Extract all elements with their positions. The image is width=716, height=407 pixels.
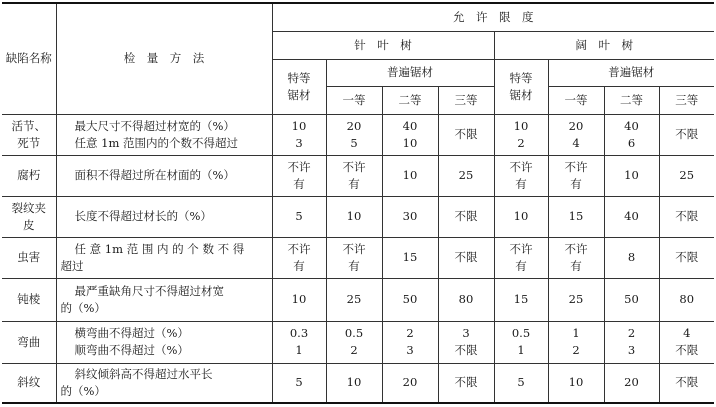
value-text: 4 (572, 135, 580, 150)
conifer-value-cell (438, 155, 494, 196)
broadleaf-value-cell (659, 155, 714, 196)
conifer-value-cell (438, 363, 494, 403)
value-text: 50 (624, 292, 639, 306)
value-text: 25 (679, 168, 695, 182)
method-line: 任意 1m 范围内的个数不得超过 (74, 135, 239, 150)
broadleaf-header: 阔 叶 树 (494, 31, 714, 59)
method-line: 任 意 1m 范 围 内 的 个 数 不 得 (74, 241, 245, 256)
conifer-value-cell (272, 321, 326, 363)
table-row (2, 278, 714, 321)
conifer-special-grade-header: 特等锯材 (272, 59, 326, 114)
conifer-common-header: 普遍锯材 (326, 59, 494, 86)
value-text: 3 (627, 343, 636, 357)
value-text: 15 (568, 209, 584, 223)
table-row (2, 237, 714, 278)
broadleaf-grade1-header: 一等 (548, 86, 604, 114)
conifer-value-cell (382, 237, 438, 278)
value-text: 2 (517, 135, 525, 150)
broadleaf-value-cell (548, 363, 604, 403)
value-text: 25 (458, 168, 474, 182)
table-row (2, 321, 714, 363)
value-text: 有 (570, 176, 582, 191)
broadleaf-value-cell (659, 237, 714, 278)
conifer-value-cell (438, 237, 494, 278)
method-cell (56, 237, 272, 278)
method-line: 长度不得超过材长的（%） (74, 209, 212, 223)
value-text: 30 (402, 209, 418, 223)
value-text: 10 (513, 118, 529, 133)
broadleaf-value-cell (604, 237, 659, 278)
conifer-value-cell (326, 114, 382, 155)
value-text: 5 (517, 375, 525, 390)
defect-name-cell: 虫害 (2, 237, 56, 278)
value-text: 2 (406, 326, 414, 340)
value-text: 25 (346, 292, 362, 306)
conifer-grade3-header: 三等 (438, 86, 494, 114)
value-text: 3 (462, 326, 470, 340)
value-text: 50 (402, 292, 418, 306)
lumber-defect-table (2, 2, 714, 404)
method-line: 的（%） (60, 383, 106, 398)
value-text: 80 (458, 292, 474, 306)
conifer-value-cell (382, 155, 438, 196)
value-text: 0.5 (344, 326, 364, 340)
broadleaf-value-cell (659, 321, 714, 363)
broadleaf-value-cell (604, 363, 659, 403)
value-text: 4 (683, 326, 691, 340)
value-text: 20 (624, 375, 639, 390)
conifer-value-cell (438, 278, 494, 321)
conifer-value-cell (326, 155, 382, 196)
value-text: 8 (627, 250, 636, 264)
value-text: 0.3 (289, 326, 309, 340)
broadleaf-value-cell (494, 196, 548, 237)
method-cell (56, 278, 272, 321)
method-line: 面积不得超过所在材面的（%） (74, 168, 235, 182)
method-line: 最大尺寸不得超过材宽的（%） (74, 118, 235, 133)
conifer-value-cell (272, 278, 326, 321)
table-row (2, 363, 714, 403)
value-text: 15 (513, 292, 529, 306)
value-text: 0.5 (511, 326, 531, 340)
conifer-value-cell (272, 196, 326, 237)
method-cell (56, 196, 272, 237)
value-text: 有 (293, 258, 305, 273)
value-text: 15 (402, 250, 418, 264)
value-text: 有 (570, 258, 582, 273)
broadleaf-value-cell (494, 321, 548, 363)
value-text: 不许 (342, 241, 366, 256)
value-text: 不许 (509, 241, 533, 256)
conifer-value-cell (382, 321, 438, 363)
value-text: 10 (291, 292, 307, 306)
table-row (2, 196, 714, 237)
value-text: 不限 (454, 343, 478, 357)
broadleaf-value-cell (494, 237, 548, 278)
broadleaf-value-cell (604, 278, 659, 321)
value-text: 10 (402, 135, 418, 150)
method-line: 横弯曲不得超过（%） (74, 326, 189, 340)
conifer-value-cell (326, 363, 382, 403)
table-row (2, 114, 714, 155)
method-line: 斜纹倾斜高不得超过水平长 (74, 366, 213, 381)
conifer-value-cell (382, 196, 438, 237)
conifer-value-cell (326, 196, 382, 237)
value-text: 不许 (564, 159, 588, 174)
table-row (2, 155, 714, 196)
defect-name-cell: 钝棱 (2, 278, 56, 321)
value-text: 不限 (675, 343, 699, 357)
value-text: 40 (624, 118, 639, 133)
value-text: 1 (517, 343, 525, 357)
value-text: 10 (346, 375, 362, 390)
value-text: 有 (348, 176, 360, 191)
method-line: 最严重缺角尺寸不得超过材宽 (74, 283, 224, 298)
conifer-value-cell (272, 363, 326, 403)
value-text: 20 (568, 118, 584, 133)
value-text: 不限 (675, 250, 699, 264)
method-cell (56, 363, 272, 403)
value-text: 2 (350, 343, 358, 357)
conifer-grade1-header: 一等 (326, 86, 382, 114)
value-text: 不限 (454, 209, 478, 223)
value-text: 不限 (454, 127, 478, 141)
value-text: 10 (346, 209, 362, 223)
broadleaf-value-cell (548, 278, 604, 321)
defect-name-cell: 活节、死节 (2, 114, 56, 155)
value-text: 3 (406, 343, 414, 357)
value-text: 10 (624, 168, 639, 182)
broadleaf-value-cell (494, 363, 548, 403)
defect-name-header: 缺陷名称 (2, 3, 56, 114)
conifer-header: 针 叶 树 (272, 31, 494, 59)
defect-name-cell: 弯曲 (2, 321, 56, 363)
broadleaf-value-cell (494, 155, 548, 196)
value-text: 2 (627, 326, 636, 340)
broadleaf-common-header: 普遍锯材 (548, 59, 714, 86)
value-text: 40 (402, 118, 418, 133)
value-text: 6 (627, 135, 636, 150)
value-text: 3 (295, 135, 303, 150)
conifer-value-cell (438, 196, 494, 237)
value-text: 不限 (675, 127, 699, 141)
value-text: 有 (515, 258, 527, 273)
defect-name-cell: 腐朽 (2, 155, 56, 196)
value-text: 有 (515, 176, 527, 191)
value-text: 不许 (342, 159, 366, 174)
broadleaf-value-cell (604, 321, 659, 363)
broadleaf-value-cell (659, 196, 714, 237)
broadleaf-value-cell (659, 363, 714, 403)
conifer-value-cell (382, 278, 438, 321)
value-text: 有 (348, 258, 360, 273)
broadleaf-value-cell (548, 114, 604, 155)
method-header: 检 量 方 法 (56, 3, 272, 114)
conifer-value-cell (272, 237, 326, 278)
broadleaf-value-cell (548, 321, 604, 363)
value-text: 10 (513, 209, 529, 223)
broadleaf-value-cell (604, 155, 659, 196)
value-text: 5 (295, 209, 303, 223)
value-text: 不限 (454, 375, 478, 390)
table-body (2, 114, 714, 403)
conifer-value-cell (272, 155, 326, 196)
method-line: 顺弯曲不得超过（%） (74, 343, 189, 357)
defect-name-cell: 斜纹 (2, 363, 56, 403)
broadleaf-grade2-header: 二等 (604, 86, 659, 114)
value-text: 1 (295, 343, 303, 357)
value-text: 5 (350, 135, 358, 150)
broadleaf-value-cell (659, 114, 714, 155)
broadleaf-value-cell (659, 278, 714, 321)
defect-name-cell: 裂纹夹皮 (2, 196, 56, 237)
value-text: 2 (572, 343, 580, 357)
value-text: 10 (402, 168, 418, 182)
value-text: 25 (568, 292, 584, 306)
value-text: 10 (568, 375, 584, 390)
value-text: 1 (572, 326, 580, 340)
conifer-value-cell (382, 114, 438, 155)
broadleaf-special-grade-header: 特等锯材 (494, 59, 548, 114)
value-text: 80 (679, 292, 695, 306)
broadleaf-value-cell (604, 196, 659, 237)
value-text: 不许 (509, 159, 533, 174)
conifer-value-cell (326, 278, 382, 321)
broadleaf-value-cell (548, 196, 604, 237)
method-cell (56, 321, 272, 363)
conifer-grade2-header: 二等 (382, 86, 438, 114)
conifer-value-cell (382, 363, 438, 403)
method-line: 的（%） (60, 300, 106, 315)
value-text: 10 (291, 118, 307, 133)
conifer-value-cell (438, 114, 494, 155)
value-text: 20 (346, 118, 362, 133)
method-cell (56, 155, 272, 196)
value-text: 5 (295, 375, 303, 390)
broadleaf-value-cell (548, 155, 604, 196)
broadleaf-grade3-header: 三等 (659, 86, 714, 114)
broadleaf-value-cell (548, 237, 604, 278)
conifer-value-cell (326, 321, 382, 363)
method-line: 超过 (60, 258, 84, 273)
conifer-value-cell (326, 237, 382, 278)
method-cell (56, 114, 272, 155)
value-text: 不限 (675, 375, 699, 390)
value-text: 40 (624, 209, 639, 223)
value-text: 不限 (675, 209, 699, 223)
broadleaf-value-cell (494, 278, 548, 321)
value-text: 不许 (287, 241, 311, 256)
conifer-value-cell (438, 321, 494, 363)
value-text: 不限 (454, 250, 478, 264)
value-text: 不许 (564, 241, 588, 256)
value-text: 不许 (287, 159, 311, 174)
broadleaf-value-cell (494, 114, 548, 155)
value-text: 有 (293, 176, 305, 191)
broadleaf-value-cell (604, 114, 659, 155)
allowance-header: 允 许 限 度 (272, 3, 714, 31)
conifer-value-cell (272, 114, 326, 155)
value-text: 20 (402, 375, 418, 390)
